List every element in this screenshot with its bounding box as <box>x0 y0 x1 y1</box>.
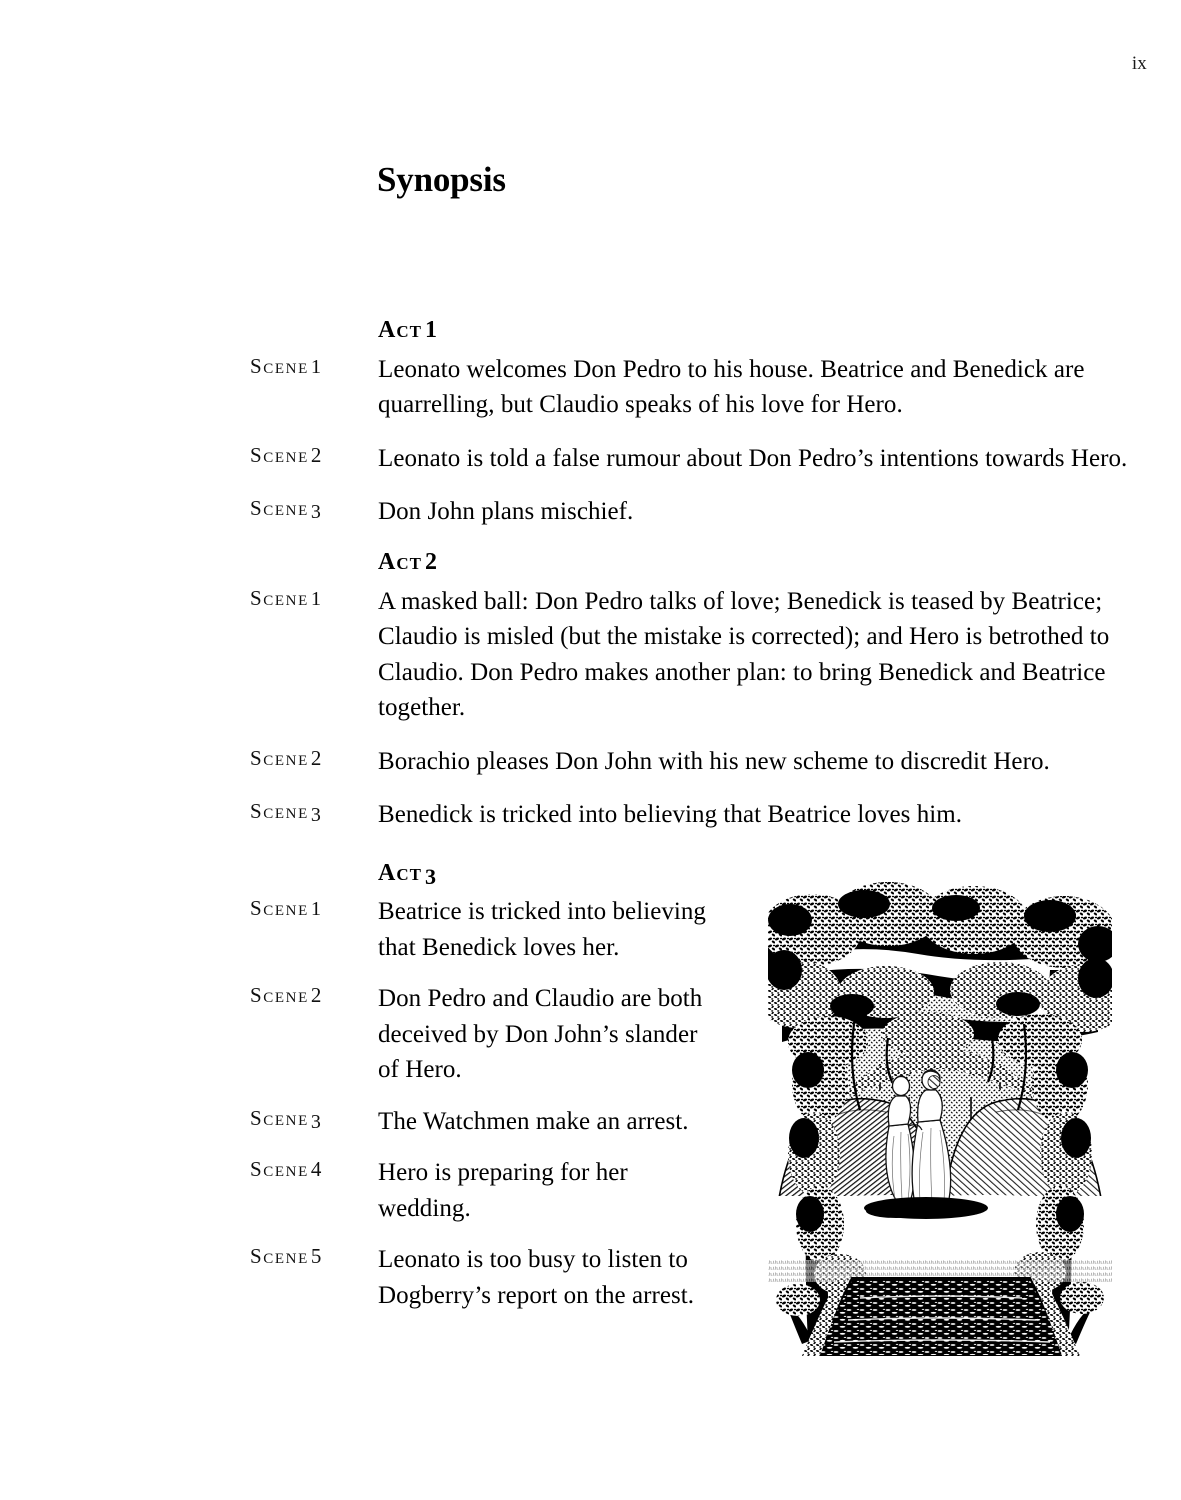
scene-text: The Watchmen make an arrest. <box>378 1107 689 1135</box>
scene-label-word: Scene <box>250 745 309 770</box>
act-heading-number: 1 <box>424 317 437 343</box>
act-block-1 <box>250 316 1155 530</box>
scene-label <box>250 352 378 382</box>
act-heading-word: Act <box>378 859 422 886</box>
scene-number: 3 <box>310 804 321 827</box>
scene-label <box>250 981 378 1011</box>
scene-label-word: Scene <box>250 799 309 824</box>
scene-label <box>250 441 378 471</box>
scene-number: 1 <box>310 587 322 610</box>
scene-number: 3 <box>310 1110 321 1133</box>
scene-number: 4 <box>310 1157 322 1182</box>
scene-label-word: Scene <box>250 1244 309 1269</box>
act-block-2 <box>250 548 1155 833</box>
act-heading-word: Act <box>378 317 422 343</box>
page-number: ix <box>1131 53 1147 74</box>
scene-label <box>250 894 378 924</box>
scene-number: 2 <box>310 442 322 467</box>
scene-label <box>250 494 378 524</box>
scene-number: 5 <box>310 1244 322 1269</box>
scene-label-word: Scene <box>250 585 309 610</box>
scene-number: 1 <box>310 355 322 378</box>
scene-text: Benedick is tricked into believing that Beatrice loves him. <box>378 801 963 829</box>
act-heading-number: 2 <box>424 548 437 575</box>
scene-label <box>250 744 378 774</box>
scene-text: Leonato is too busy to listen to Dogberry’s report on the arrest. <box>378 1246 695 1309</box>
scene-label <box>250 584 378 614</box>
scene-text: Don John plans mischief. <box>378 498 634 526</box>
scene-row <box>250 797 1155 833</box>
scene-label <box>250 1242 378 1272</box>
scene-row <box>250 494 1155 530</box>
act-heading-word: Act <box>378 548 422 575</box>
scene-label-word: Scene <box>250 353 309 378</box>
scene-label <box>250 797 378 827</box>
scene-text: Beatrice is tricked into believing that Benedick loves her. <box>378 898 706 961</box>
scene-text: A masked ball: Don Pedro talks of love; Benedick is teased by Beatrice; Claudio is misled (but the mistake is corrected); and Hero is betrothed to Claudio. Don Pedro makes another plan: to bring Benedick and Beatrice together. <box>378 587 1110 722</box>
scene-row <box>250 441 1155 477</box>
scene-number: 2 <box>310 745 322 770</box>
scene-text: Leonato is told a false rumour about Don Pedro’s intentions towards Hero. <box>378 444 1128 472</box>
page-title: Synopsis <box>377 160 506 200</box>
act-heading-number: 3 <box>424 863 436 889</box>
scene-label <box>250 1104 378 1134</box>
act-heading-2 <box>378 548 1155 577</box>
scene-text: Leonato welcomes Don Pedro to his house. Beatrice and Benedick are quarrelling, but Claudio speaks of his love for Hero. <box>378 355 1085 419</box>
scene-label-word: Scene <box>250 442 309 467</box>
scene-text: Don Pedro and Claudio are both deceived by Don John’s slander of Hero. <box>378 985 703 1084</box>
scene-label-word: Scene <box>250 1157 309 1182</box>
scene-label-word: Scene <box>250 1105 309 1130</box>
scene-label-word: Scene <box>250 896 309 921</box>
scene-number: 2 <box>310 983 322 1008</box>
scene-text: Hero is preparing for her wedding. <box>378 1159 628 1222</box>
act-heading-1 <box>378 316 1155 345</box>
garden-arbour-illustration <box>768 874 1112 1356</box>
scene-label-word: Scene <box>250 496 309 521</box>
scene-text: Borachio pleases Don John with his new scheme to discredit Hero. <box>378 747 1050 775</box>
scene-label <box>250 1155 378 1185</box>
scene-number: 3 <box>310 501 321 524</box>
scene-number: 1 <box>310 898 322 921</box>
scene-label-word: Scene <box>250 983 309 1008</box>
scene-row <box>250 352 1155 423</box>
scene-row <box>250 744 1155 780</box>
scene-row <box>250 584 1155 726</box>
